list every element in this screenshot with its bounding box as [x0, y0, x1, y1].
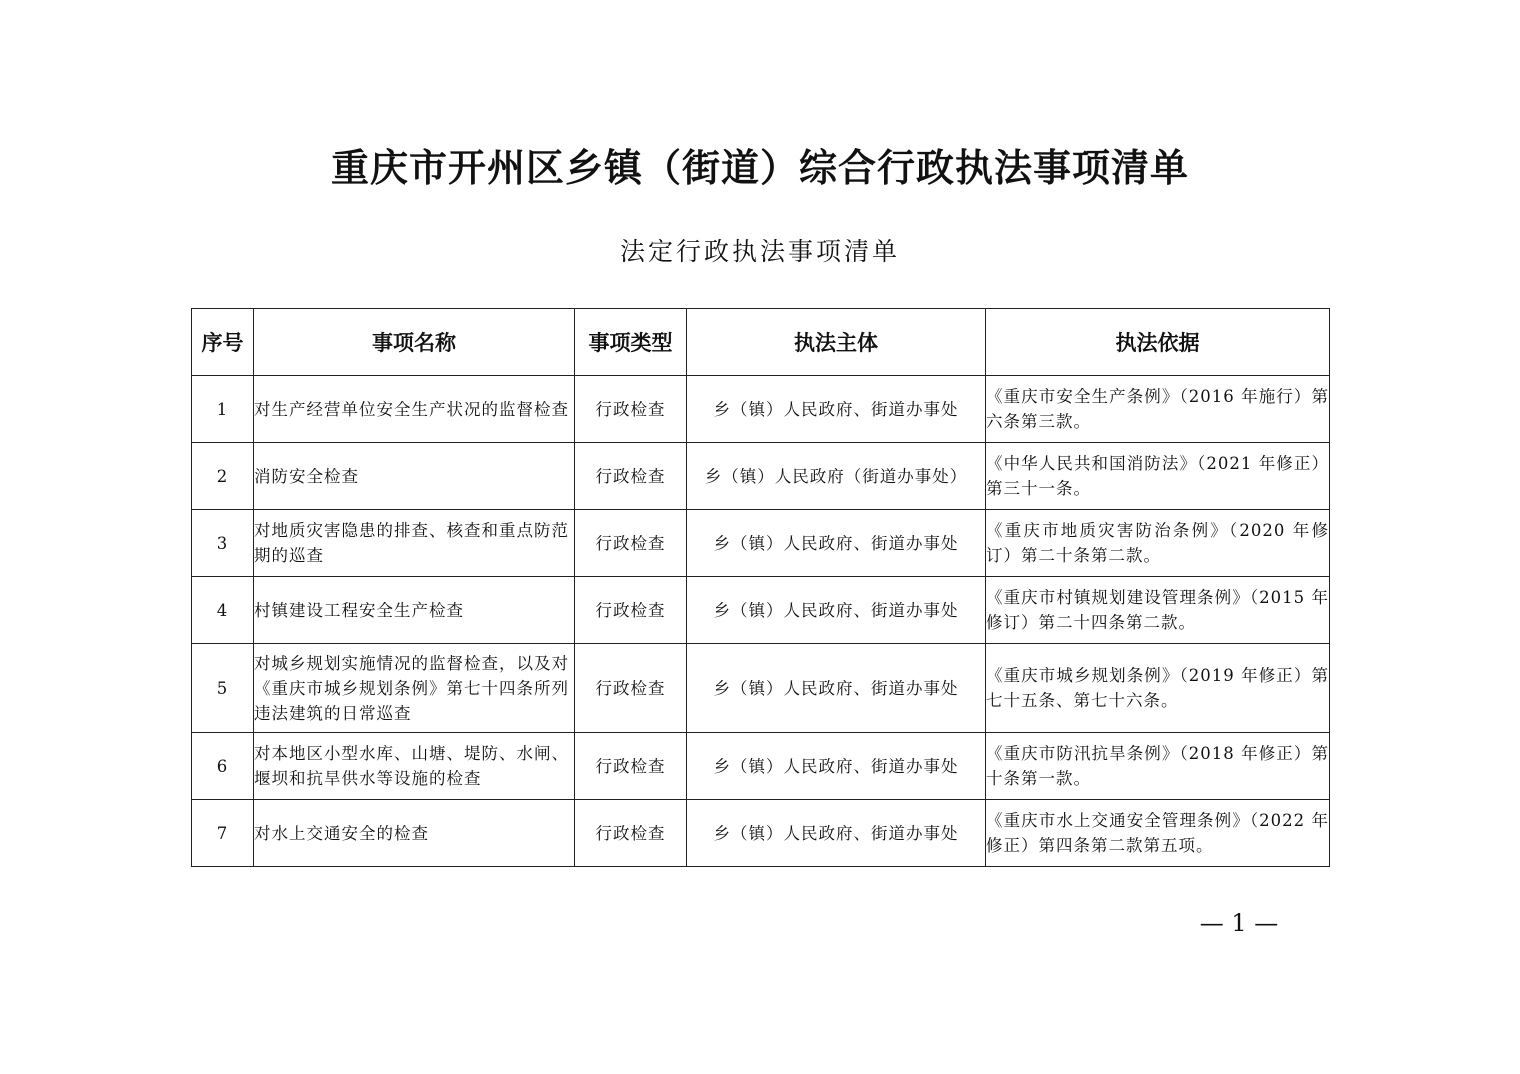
table-row [192, 443, 1330, 510]
item-name: 对地质灾害隐患的排查、核查和重点防范期的巡查 [254, 510, 575, 577]
row-number: 5 [192, 644, 254, 733]
legal-basis: 《重庆市安全生产条例》（2016 年施行）第六条第三款。 [986, 376, 1330, 443]
header-basis: 执法依据 [986, 309, 1330, 376]
item-name: 对城乡规划实施情况的监督检查，以及对《重庆市城乡规划条例》第七十四条所列违法建筑的日常巡查 [254, 644, 575, 733]
item-type: 行政检查 [575, 443, 687, 510]
header-no: 序号 [192, 309, 254, 376]
legal-basis: 《重庆市村镇规划建设管理条例》（2015 年修订）第二十四条第二款。 [986, 577, 1330, 644]
enforcement-subject: 乡（镇）人民政府、街道办事处 [687, 800, 986, 867]
legal-basis: 《重庆市水上交通安全管理条例》（2022 年修正）第四条第二款第五项。 [986, 800, 1330, 867]
item-type: 行政检查 [575, 733, 687, 800]
enforcement-subject: 乡（镇）人民政府、街道办事处 [687, 577, 986, 644]
item-type: 行政检查 [575, 577, 687, 644]
row-number: 7 [192, 800, 254, 867]
header-name: 事项名称 [254, 309, 575, 376]
row-number: 3 [192, 510, 254, 577]
enforcement-subject: 乡（镇）人民政府（街道办事处） [687, 443, 986, 510]
document-subtitle: 法定行政执法事项清单 [619, 237, 900, 266]
header-type: 事项类型 [575, 309, 687, 376]
table-row [192, 644, 1330, 733]
table-row [192, 577, 1330, 644]
enforcement-subject: 乡（镇）人民政府、街道办事处 [687, 376, 986, 443]
legal-basis: 《中华人民共和国消防法》（2021 年修正）第三十一条。 [986, 443, 1330, 510]
table-row [192, 510, 1330, 577]
document-title: 重庆市开州区乡镇（街道）综合行政执法事项清单 [330, 146, 1189, 190]
table-row [192, 800, 1330, 867]
item-name: 消防安全检查 [254, 443, 575, 510]
item-name: 对水上交通安全的检查 [254, 800, 575, 867]
table-row [192, 376, 1330, 443]
legal-basis: 《重庆市地质灾害防治条例》（2020 年修订）第二十条第二款。 [986, 510, 1330, 577]
item-name: 对本地区小型水库、山塘、堤防、水闸、堰坝和抗旱供水等设施的检查 [254, 733, 575, 800]
table-row [192, 733, 1330, 800]
item-type: 行政检查 [575, 644, 687, 733]
enforcement-subject: 乡（镇）人民政府、街道办事处 [687, 510, 986, 577]
page-number: — 1 — [1199, 909, 1279, 937]
enforcement-subject: 乡（镇）人民政府、街道办事处 [687, 644, 986, 733]
item-type: 行政检查 [575, 510, 687, 577]
row-number: 2 [192, 443, 254, 510]
item-type: 行政检查 [575, 800, 687, 867]
row-number: 6 [192, 733, 254, 800]
item-name: 村镇建设工程安全生产检查 [254, 577, 575, 644]
legal-basis: 《重庆市防汛抗旱条例》（2018 年修正）第十条第一款。 [986, 733, 1330, 800]
row-number: 4 [192, 577, 254, 644]
item-name: 对生产经营单位安全生产状况的监督检查 [254, 376, 575, 443]
header-subject: 执法主体 [687, 309, 986, 376]
row-number: 1 [192, 376, 254, 443]
enforcement-items-table [191, 308, 1330, 867]
table-header-row [192, 309, 1330, 376]
legal-basis: 《重庆市城乡规划条例》（2019 年修正）第七十五条、第七十六条。 [986, 644, 1330, 733]
enforcement-subject: 乡（镇）人民政府、街道办事处 [687, 733, 986, 800]
item-type: 行政检查 [575, 376, 687, 443]
